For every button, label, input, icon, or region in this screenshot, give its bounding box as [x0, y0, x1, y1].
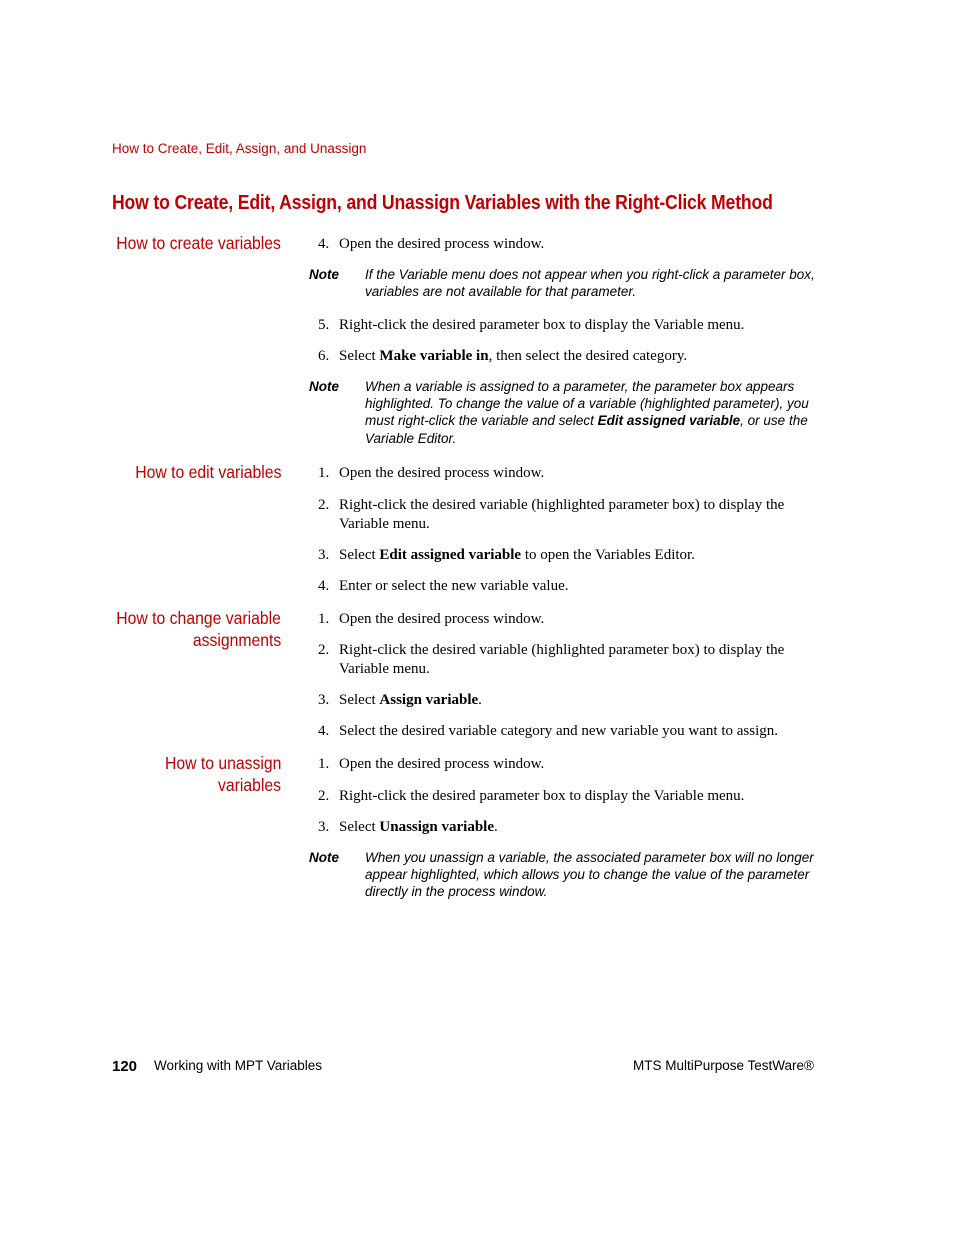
page-title: How to Create, Edit, Assign, and Unassign Variables with the Right-Click Method: [112, 191, 773, 214]
note-text: If the Variable menu does not appear when you right-click a parameter box, variables are not available for that parameter.: [365, 267, 815, 300]
side-heading: How to change variable assignments: [116, 608, 281, 650]
side-heading: How to create variables: [116, 233, 281, 253]
note-text: When you unassign a variable, the associated parameter box will no longer appear highlighted, which allows you to change the value of the parameter directly in the process window.: [365, 850, 814, 900]
note-text: When a variable is assigned to a parameter, the parameter box appears highlighted. To change the value of a variable (highlighted parameter), you must right-click the variable and select Edit assigned variable, or use the Variable Editor.: [365, 379, 809, 446]
note-label: Note: [309, 379, 339, 394]
note-label: Note: [309, 850, 339, 865]
running-head: How to Create, Edit, Assign, and Unassign: [112, 141, 367, 156]
note-label: Note: [309, 267, 339, 282]
side-heading: How to unassign variables: [164, 753, 281, 795]
footer-product: MTS MultiPurpose TestWare®: [633, 1058, 814, 1073]
side-heading: How to edit variables: [134, 462, 281, 482]
page-number: 120: [112, 1058, 138, 1075]
footer-chapter: Working with MPT Variables: [154, 1058, 323, 1073]
